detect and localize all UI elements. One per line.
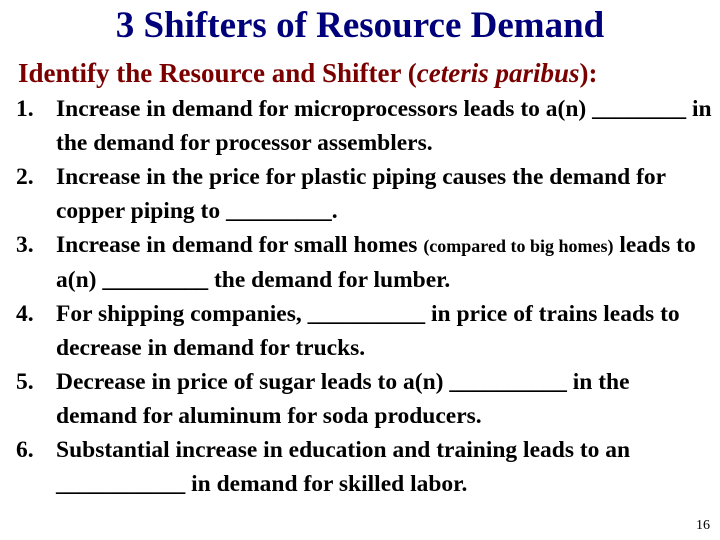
list-item (16, 433, 716, 501)
item-number: 3. (16, 232, 34, 258)
item-text-part: Increase in demand for small homes (56, 232, 424, 258)
list-item (16, 92, 716, 160)
item-text: Increase in the price for plastic piping causes the demand for copper piping to _________. (56, 164, 666, 224)
item-number: 2. (16, 164, 34, 190)
item-text-small: (compared to big homes) (423, 236, 614, 256)
question-list (16, 92, 716, 501)
slide-title: 3 Shifters of Resource Demand (115, 5, 605, 46)
item-number: 4. (16, 301, 34, 327)
item-text (56, 228, 716, 297)
item-text: Decrease in price of sugar leads to a(n) __________ in the demand for aluminum for soda producers. (56, 369, 630, 429)
page-number: 16 (696, 518, 710, 533)
subtitle-prefix: Identify the Resource and Shifter ( (18, 58, 417, 88)
list-item (16, 365, 716, 433)
item-text: For shipping companies, __________ in price of trains leads to decrease in demand for trucks. (56, 301, 680, 361)
item-text: Substantial increase in education and training leads to an ___________ in demand for skilled labor. (56, 437, 631, 497)
item-number: 5. (16, 369, 34, 395)
item-text: Increase in demand for microprocessors leads to a(n) ________ in the demand for processor assemblers. (56, 96, 712, 156)
subtitle-italic: ceteris paribus (416, 58, 580, 88)
list-item (16, 228, 716, 297)
item-number: 6. (16, 437, 34, 463)
item-number: 1. (16, 96, 34, 122)
list-item (16, 297, 716, 365)
item-text-part: leads to a(n) _________ the demand for lumber. (56, 232, 696, 293)
slide-subtitle (18, 54, 718, 92)
subtitle-suffix: ): (579, 58, 598, 88)
list-item (16, 160, 716, 228)
